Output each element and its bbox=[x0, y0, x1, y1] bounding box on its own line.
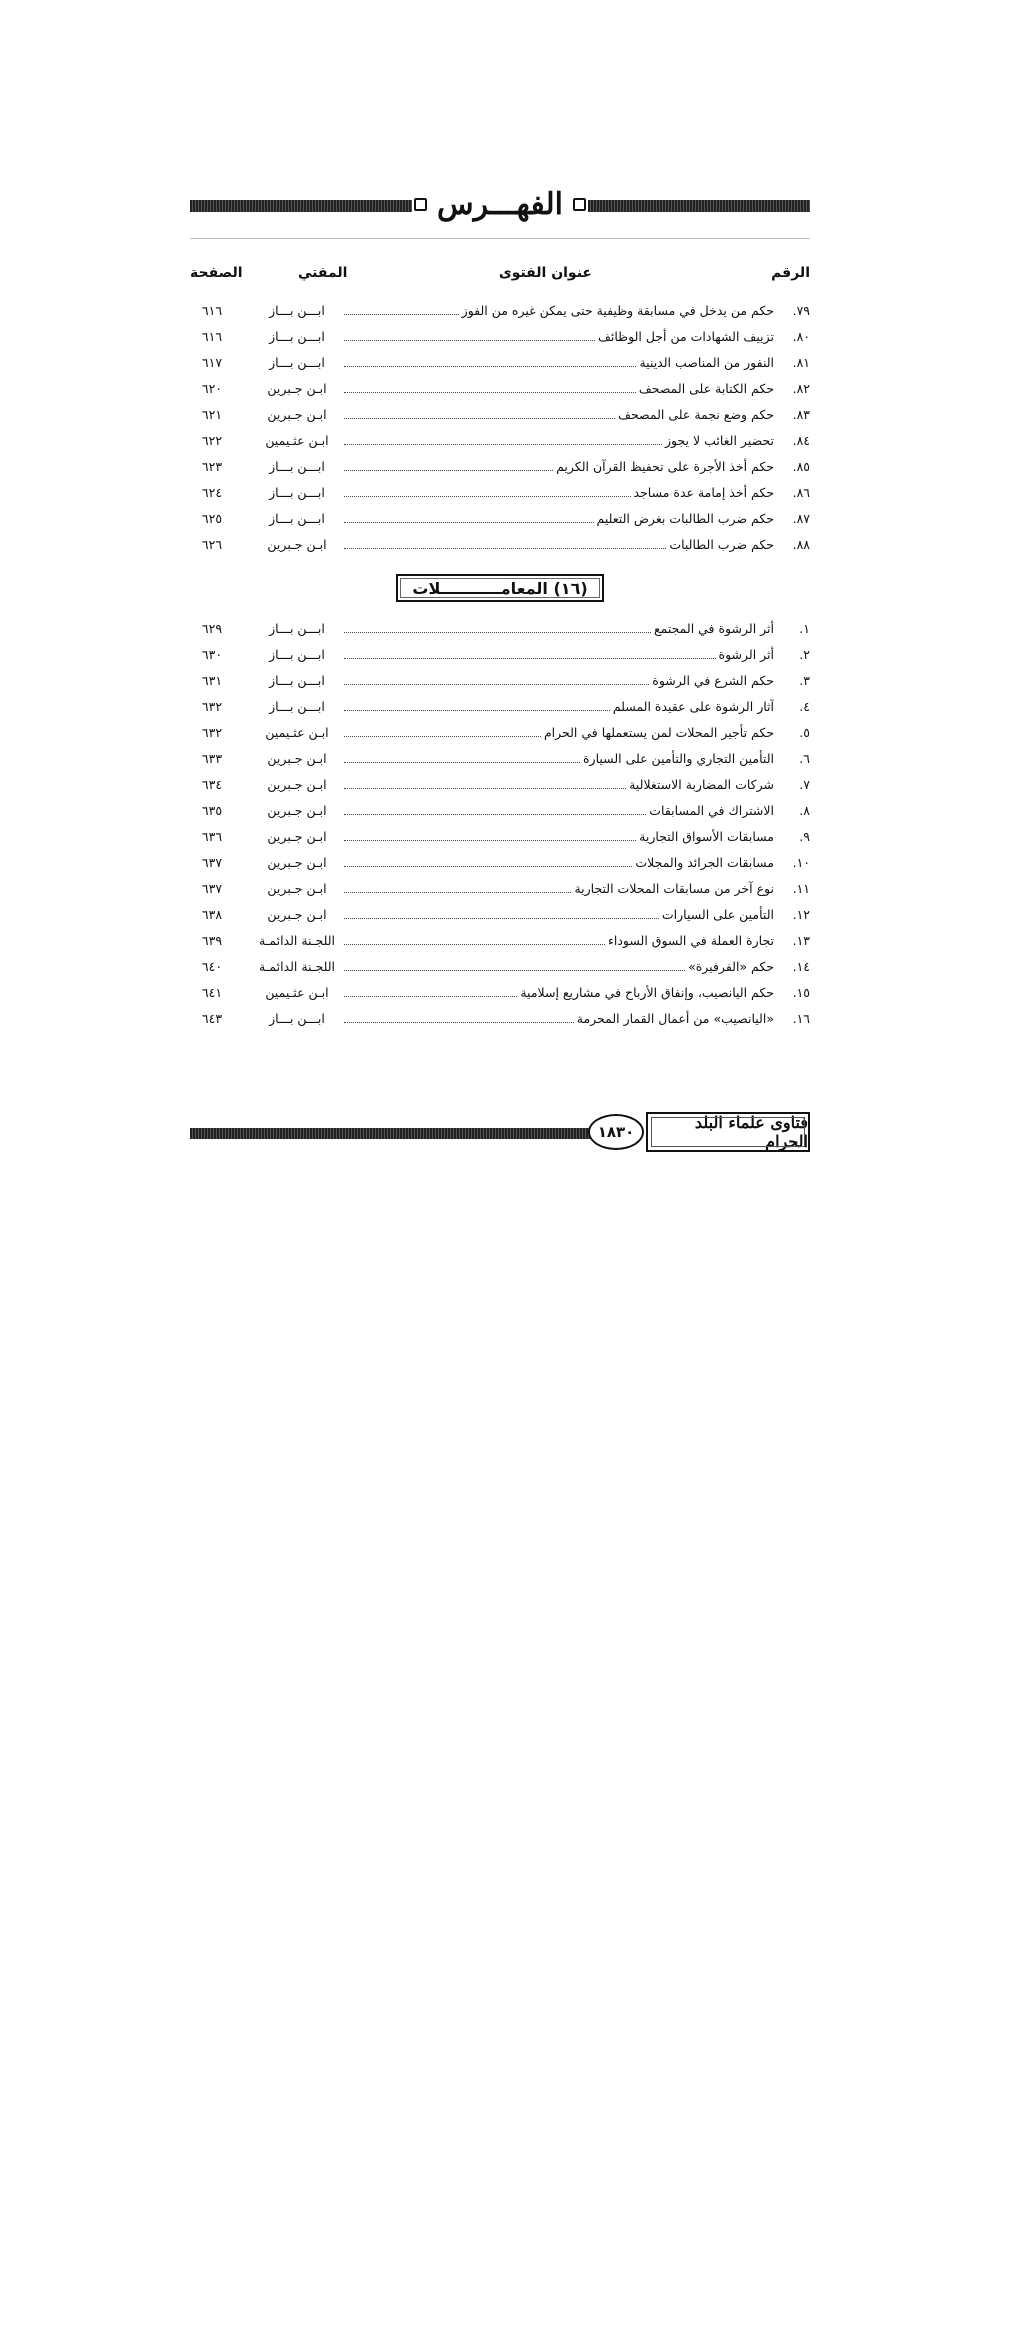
item-mufti: ابـــن بـــاز bbox=[269, 699, 325, 714]
item-title-cell bbox=[344, 772, 774, 798]
item-title: التأمين التجاري والتأمين على السيارة bbox=[583, 751, 774, 766]
item-title-cell bbox=[344, 928, 774, 954]
item-page: ٦٢٤ bbox=[201, 485, 223, 500]
item-title: حكم أخذ الأجرة على تحفيظ القرآن الكريم bbox=[556, 459, 774, 474]
item-title: حكم تأجير المحلات لمن يستعملها في الحرام bbox=[543, 725, 774, 740]
item-mufti: ابـن جـبرين bbox=[267, 537, 327, 552]
item-number: ٨٥. bbox=[792, 459, 810, 474]
item-mufti: ابـن جـبرين bbox=[267, 855, 327, 870]
dot-leader bbox=[344, 632, 651, 633]
index-page bbox=[190, 0, 810, 1320]
item-number: ٥. bbox=[799, 725, 810, 740]
item-page: ٦٣٧ bbox=[201, 881, 223, 896]
column-header-title: عنوان الفتوى bbox=[498, 265, 592, 281]
list-item bbox=[190, 480, 810, 506]
list-item bbox=[190, 928, 810, 954]
item-mufti: ابـن جـبرين bbox=[267, 381, 327, 396]
list-item bbox=[190, 720, 810, 746]
list-item bbox=[190, 746, 810, 772]
dot-leader bbox=[344, 470, 553, 471]
item-title: نوع آخر من مسابقات المحلات التجارية bbox=[574, 881, 774, 896]
dot-leader bbox=[344, 996, 517, 997]
item-mufti: ابـــن بـــاز bbox=[269, 621, 325, 636]
item-number: ٨٣. bbox=[792, 407, 810, 422]
dot-leader bbox=[344, 314, 459, 315]
item-number: ١٥. bbox=[792, 985, 810, 1000]
item-title-cell bbox=[344, 876, 774, 902]
list-item bbox=[190, 668, 810, 694]
item-title-cell bbox=[344, 428, 774, 454]
dot-leader bbox=[344, 866, 632, 867]
item-title-cell bbox=[344, 324, 774, 350]
list-item bbox=[190, 824, 810, 850]
item-mufti: ابـن جـبرين bbox=[267, 881, 327, 896]
item-page: ٦٣٧ bbox=[201, 855, 223, 870]
book-title: فتاوى علماء البلد الحرام bbox=[694, 1113, 808, 1151]
square-ornament-icon bbox=[573, 198, 586, 211]
item-mufti: ابـــن بـــاز bbox=[269, 355, 325, 370]
item-title-cell bbox=[344, 1006, 774, 1032]
item-number: ٢. bbox=[799, 647, 810, 662]
item-title-cell bbox=[344, 980, 774, 1006]
item-page: ٦٣٠ bbox=[201, 647, 223, 662]
item-title: أثر الرشوة bbox=[718, 647, 774, 662]
dot-leader bbox=[344, 548, 666, 549]
item-title: تجارة العملة في السوق السوداء bbox=[607, 933, 774, 948]
item-mufti: ابـــن بـــاز bbox=[269, 647, 325, 662]
item-title: حكم اليانصيب، وإنفاق الأرباح في مشاريع إسلامية bbox=[520, 985, 774, 1000]
item-mufti: ابـن عثـيمين bbox=[265, 433, 329, 448]
list-item bbox=[190, 506, 810, 532]
item-title: حكم أخذ إمامة عدة مساجد bbox=[633, 485, 774, 500]
item-title-cell bbox=[344, 402, 774, 428]
item-title-cell bbox=[344, 298, 774, 324]
column-header-page: الصفحة bbox=[190, 265, 243, 281]
item-title-cell bbox=[344, 616, 774, 642]
item-number: ٨٠. bbox=[792, 329, 810, 344]
item-page: ٦٢٦ bbox=[201, 537, 223, 552]
list-item bbox=[190, 402, 810, 428]
item-title: تحضير الغائب لا يجوز bbox=[664, 433, 774, 448]
header-divider bbox=[190, 238, 810, 239]
dot-leader bbox=[344, 762, 580, 763]
dot-leader bbox=[344, 788, 626, 789]
item-mufti: ابـــن بـــاز bbox=[269, 485, 325, 500]
list-item bbox=[190, 772, 810, 798]
item-number: ١٠. bbox=[792, 855, 810, 870]
list-item bbox=[190, 954, 810, 980]
item-page: ٦٣٨ bbox=[201, 907, 223, 922]
list-item bbox=[190, 798, 810, 824]
item-page: ٦٤١ bbox=[201, 985, 223, 1000]
item-number: ١٣. bbox=[792, 933, 810, 948]
header-title-block bbox=[412, 180, 588, 228]
list-item bbox=[190, 350, 810, 376]
column-header-mufti: المفتي bbox=[298, 265, 348, 281]
dot-leader bbox=[344, 1022, 574, 1023]
item-number: ٨١. bbox=[792, 355, 810, 370]
item-title-cell bbox=[344, 454, 774, 480]
item-title: الاشتراك في المسابقات bbox=[649, 803, 774, 818]
item-title-cell bbox=[344, 642, 774, 668]
item-number: ٣. bbox=[799, 673, 810, 688]
item-mufti: اللجـنة الدائمـة bbox=[259, 933, 335, 948]
list-item bbox=[190, 324, 810, 350]
item-page: ٦١٧ bbox=[201, 355, 223, 370]
column-header-number: الرقم bbox=[771, 265, 810, 281]
dot-leader bbox=[344, 340, 595, 341]
item-title: شركات المضاربة الاستغلالية bbox=[629, 777, 774, 792]
dot-leader bbox=[344, 418, 615, 419]
item-mufti: ابـــن بـــاز bbox=[269, 329, 325, 344]
item-number: ٤. bbox=[799, 699, 810, 714]
item-title-cell bbox=[344, 902, 774, 928]
item-title-cell bbox=[344, 376, 774, 402]
page-number-badge bbox=[588, 1114, 644, 1150]
item-number: ٨٢. bbox=[792, 381, 810, 396]
item-page: ٦٢٩ bbox=[201, 621, 223, 636]
header-rule-left bbox=[190, 200, 412, 212]
item-page: ٦٣٢ bbox=[201, 699, 223, 714]
item-title: حكم الكتابة على المصحف bbox=[638, 381, 774, 396]
item-page: ٦٢٣ bbox=[201, 459, 223, 474]
item-page: ٦٣٥ bbox=[201, 803, 223, 818]
dot-leader bbox=[344, 684, 649, 685]
header-rule-right bbox=[588, 200, 810, 212]
dot-leader bbox=[344, 496, 631, 497]
item-number: ١١. bbox=[792, 881, 810, 896]
dot-leader bbox=[344, 970, 685, 971]
item-page: ٦٣٩ bbox=[201, 933, 223, 948]
list-item bbox=[190, 876, 810, 902]
item-page: ٦١٦ bbox=[201, 329, 223, 344]
section-heading bbox=[396, 574, 604, 602]
item-mufti: ابـــن بـــاز bbox=[269, 303, 325, 318]
item-title: تزييف الشهادات من أجل الوظائف bbox=[597, 329, 774, 344]
item-title: التأمين على السيارات bbox=[661, 907, 774, 922]
item-page: ٦١٦ bbox=[201, 303, 223, 318]
item-title: مسابقات الأسواق التجارية bbox=[639, 829, 774, 844]
item-number: ٧٩. bbox=[792, 303, 810, 318]
item-title-cell bbox=[344, 668, 774, 694]
item-page: ٦٣٢ bbox=[201, 725, 223, 740]
item-title: حكم من يدخل في مسابقة وظيفية حتى يمكن غيره من الفوز bbox=[461, 303, 774, 318]
item-title-cell bbox=[344, 850, 774, 876]
list-item bbox=[190, 1006, 810, 1032]
list-item bbox=[190, 454, 810, 480]
item-number: ٨٨. bbox=[792, 537, 810, 552]
item-number: ٩. bbox=[799, 829, 810, 844]
item-number: ٦. bbox=[799, 751, 810, 766]
page-footer bbox=[190, 1112, 810, 1152]
item-title-cell bbox=[344, 480, 774, 506]
item-title-cell bbox=[344, 824, 774, 850]
item-mufti: ابـن جـبرين bbox=[267, 407, 327, 422]
item-title: حكم «الفرفيرة» bbox=[688, 959, 774, 974]
item-number: ٨. bbox=[799, 803, 810, 818]
item-number: ٨٧. bbox=[792, 511, 810, 526]
item-mufti: ابـن عثـيمين bbox=[265, 985, 329, 1000]
item-mufti: ابـن جـبرين bbox=[267, 751, 327, 766]
item-mufti: ابـن جـبرين bbox=[267, 907, 327, 922]
square-ornament-icon bbox=[414, 198, 427, 211]
item-number: ٨٦. bbox=[792, 485, 810, 500]
dot-leader bbox=[344, 736, 541, 737]
list-item bbox=[190, 694, 810, 720]
dot-leader bbox=[344, 944, 605, 945]
item-title-cell bbox=[344, 798, 774, 824]
item-number: ١. bbox=[799, 621, 810, 636]
item-page: ٦٢٥ bbox=[201, 511, 223, 526]
item-title: حكم ضرب الطالبات bbox=[669, 537, 774, 552]
item-title-cell bbox=[344, 954, 774, 980]
item-title: حكم وضع نجمة على المصحف bbox=[618, 407, 774, 422]
dot-leader bbox=[344, 710, 610, 711]
item-page: ٦٣٦ bbox=[201, 829, 223, 844]
list-item bbox=[190, 902, 810, 928]
item-title-cell bbox=[344, 746, 774, 772]
dot-leader bbox=[344, 392, 636, 393]
item-title: «اليانصيب» من أعمال القمار المحرمة bbox=[576, 1011, 774, 1026]
item-title: حكم ضرب الطالبات بغرض التعليم bbox=[596, 511, 774, 526]
item-title: أثر الرشوة في المجتمع bbox=[653, 621, 774, 636]
list-item bbox=[190, 850, 810, 876]
footer-rule bbox=[190, 1128, 590, 1139]
item-number: ١٤. bbox=[792, 959, 810, 974]
index-header bbox=[190, 180, 810, 228]
list-item bbox=[190, 642, 810, 668]
dot-leader bbox=[344, 814, 646, 815]
item-page: ٦٤٠ bbox=[201, 959, 223, 974]
item-mufti: ابـن جـبرين bbox=[267, 829, 327, 844]
item-mufti: ابـن جـبرين bbox=[267, 777, 327, 792]
item-mufti: ابـن عثـيمين bbox=[265, 725, 329, 740]
item-mufti: ابـــن بـــاز bbox=[269, 673, 325, 688]
page-title: الفهـــرس bbox=[436, 186, 564, 222]
dot-leader bbox=[344, 892, 571, 893]
item-number: ١٢. bbox=[792, 907, 810, 922]
item-title: مسابقات الجرائد والمجلات bbox=[635, 855, 774, 870]
item-title-cell bbox=[344, 506, 774, 532]
item-number: ٨٤. bbox=[792, 433, 810, 448]
item-page: ٦٣٤ bbox=[201, 777, 223, 792]
item-page: ٦٤٣ bbox=[201, 1011, 223, 1026]
dot-leader bbox=[344, 918, 659, 919]
item-page: ٦٣٣ bbox=[201, 751, 223, 766]
item-mufti: اللجـنة الدائمـة bbox=[259, 959, 335, 974]
list-item bbox=[190, 298, 810, 324]
list-item bbox=[190, 532, 810, 558]
dot-leader bbox=[344, 658, 716, 659]
item-mufti: ابـن جـبرين bbox=[267, 803, 327, 818]
dot-leader bbox=[344, 444, 662, 445]
item-page: ٦٢٢ bbox=[201, 433, 223, 448]
item-mufti: ابـــن بـــاز bbox=[269, 1011, 325, 1026]
item-page: ٦٢٠ bbox=[201, 381, 223, 396]
page-number: ١٨٣٠ bbox=[597, 1123, 635, 1141]
list-item bbox=[190, 376, 810, 402]
item-mufti: ابـــن بـــاز bbox=[269, 511, 325, 526]
item-title-cell bbox=[344, 694, 774, 720]
list-item bbox=[190, 980, 810, 1006]
item-mufti: ابـــن بـــاز bbox=[269, 459, 325, 474]
list-item bbox=[190, 428, 810, 454]
section-title: (١٦) المعامـــــــــــلات bbox=[412, 578, 588, 598]
dot-leader bbox=[344, 366, 636, 367]
item-page: ٦٣١ bbox=[201, 673, 223, 688]
item-title: آثار الرشوة على عقيدة المسلم bbox=[612, 699, 774, 714]
book-title-box bbox=[646, 1112, 810, 1152]
item-title-cell bbox=[344, 532, 774, 558]
item-title-cell bbox=[344, 720, 774, 746]
item-page: ٦٢١ bbox=[201, 407, 223, 422]
item-title-cell bbox=[344, 350, 774, 376]
item-number: ١٦. bbox=[792, 1011, 810, 1026]
dot-leader bbox=[344, 840, 636, 841]
dot-leader bbox=[344, 522, 594, 523]
item-number: ٧. bbox=[799, 777, 810, 792]
list-item bbox=[190, 616, 810, 642]
item-title: حكم الشرع في الرشوة bbox=[652, 673, 774, 688]
item-title: النفور من المناصب الدينية bbox=[639, 355, 774, 370]
